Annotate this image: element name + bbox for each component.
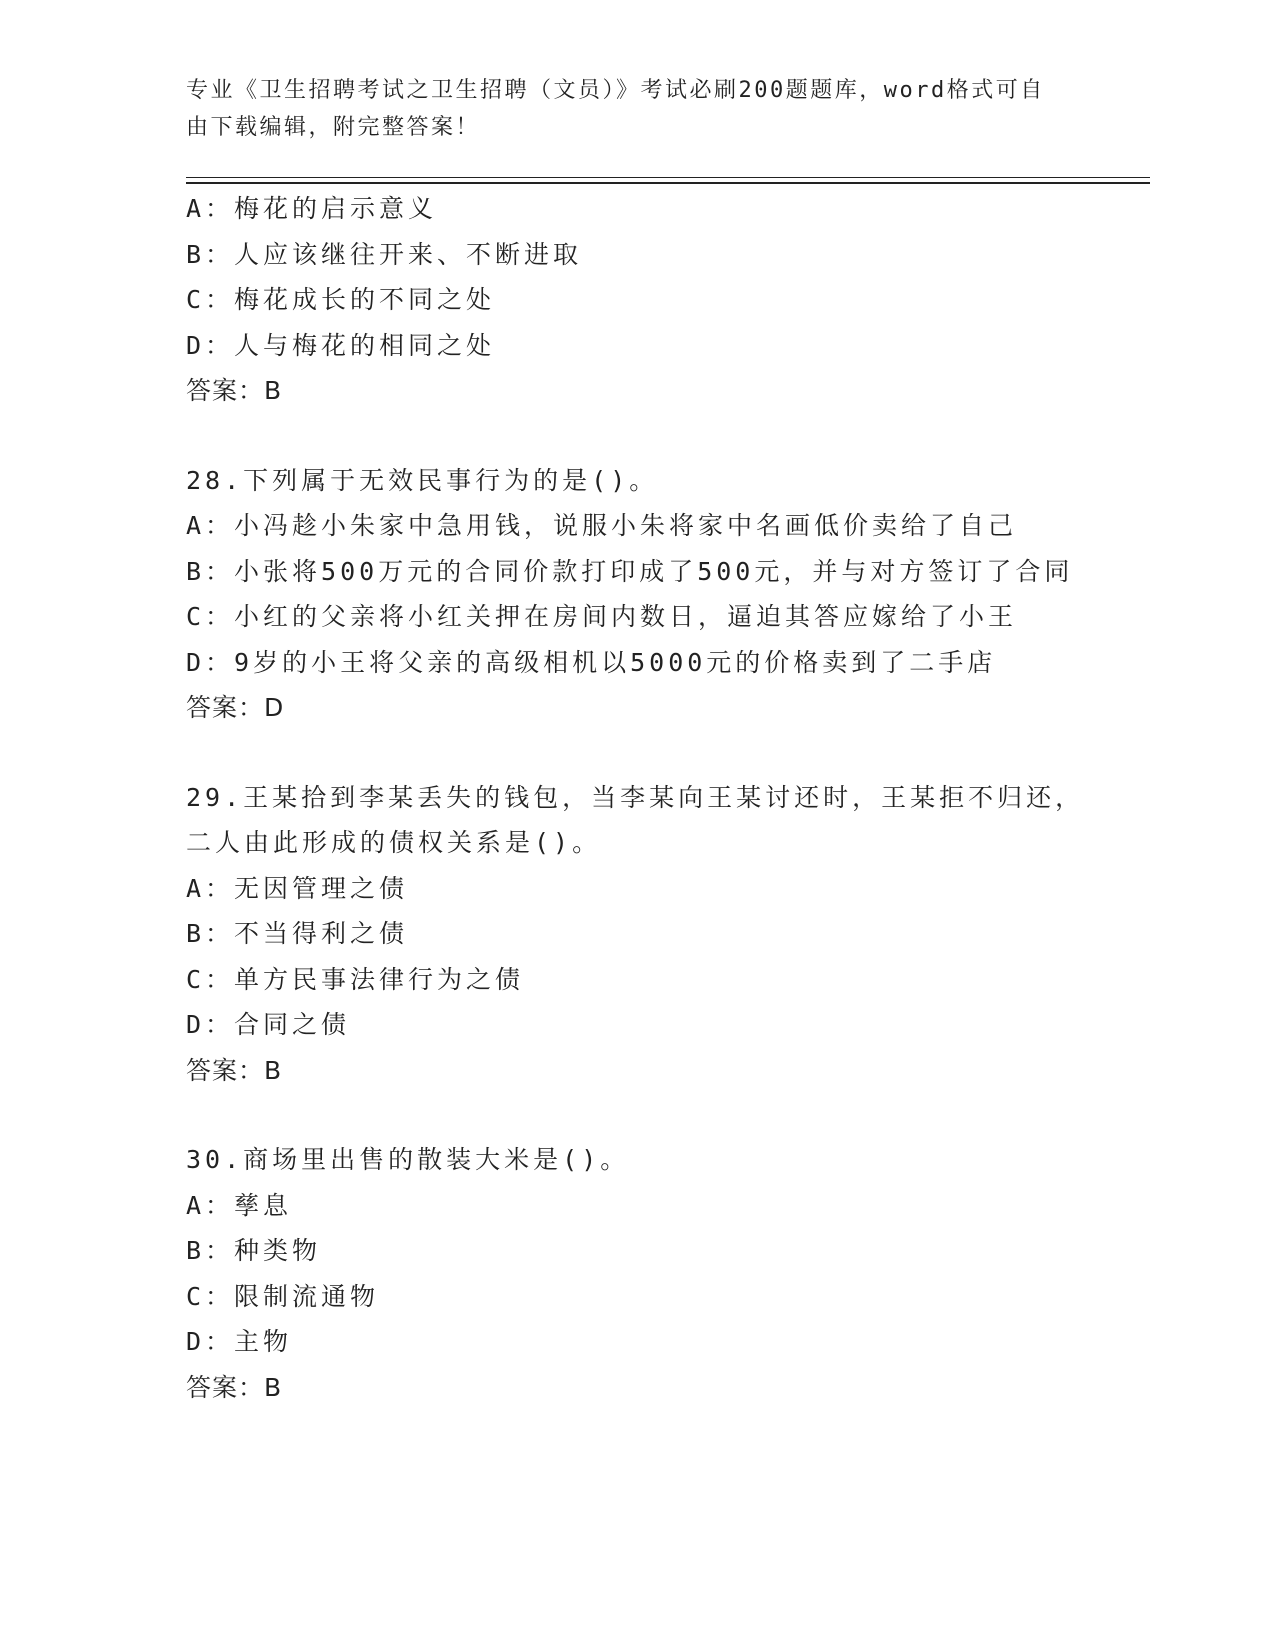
option-b: B：小张将500万元的合同价款打印成了500元，并与对方签订了合同	[186, 556, 1074, 586]
option-a: A：小冯趁小朱家中急用钱，说服小朱将家中名画低价卖给了自己	[186, 511, 1018, 540]
question-block-27	[186, 186, 1146, 414]
option-d: D：人与梅花的相同之处	[186, 330, 496, 360]
header-rule-thick	[186, 182, 1150, 184]
answer-line: 答案：B	[186, 376, 283, 405]
answer-line: 答案：B	[186, 1372, 283, 1402]
answer-line: 答案：D	[186, 693, 285, 722]
option-d: D：9岁的小王将父亲的高级相机以5000元的价格卖到了二手店	[186, 647, 997, 677]
option-d: D：合同之债	[186, 1010, 351, 1039]
question-stem-continued: 二人由此形成的债权关系是()。	[186, 828, 602, 857]
option-c: C：限制流通物	[186, 1281, 380, 1311]
option-c: C：单方民事法律行为之债	[186, 964, 525, 994]
option-c: C：小红的父亲将小红关押在房间内数日，逼迫其答应嫁给了小王	[186, 602, 1018, 631]
question-list	[186, 186, 1146, 1410]
header-rule-thin	[186, 177, 1150, 178]
option-b: B：不当得利之债	[186, 919, 409, 948]
option-d: D：主物	[186, 1327, 293, 1356]
question-stem: 29.王某拾到李某丢失的钱包，当李某向王某讨还时，王某拒不归还，	[186, 782, 1085, 812]
question-block-29	[186, 775, 1146, 1094]
question-block-28	[186, 458, 1146, 731]
question-stem: 30.商场里出售的散装大米是()。	[186, 1145, 630, 1174]
answer-line: 答案：B	[186, 1055, 283, 1085]
document-header: 专业《卫生招聘考试之卫生招聘（文员）》考试必刷200题题库，word格式可自由下载编辑，附完整答案！	[186, 78, 1045, 140]
option-b: B：种类物	[186, 1236, 322, 1265]
question-block-30	[186, 1137, 1146, 1410]
option-a: A：梅花的启示意义	[186, 194, 438, 223]
option-a: A：孳息	[186, 1190, 293, 1220]
question-stem: 28.下列属于无效民事行为的是()。	[186, 465, 659, 495]
option-a: A：无因管理之债	[186, 873, 409, 903]
option-c: C：梅花成长的不同之处	[186, 285, 496, 314]
option-b: B：人应该继往开来、不断进取	[186, 239, 583, 269]
